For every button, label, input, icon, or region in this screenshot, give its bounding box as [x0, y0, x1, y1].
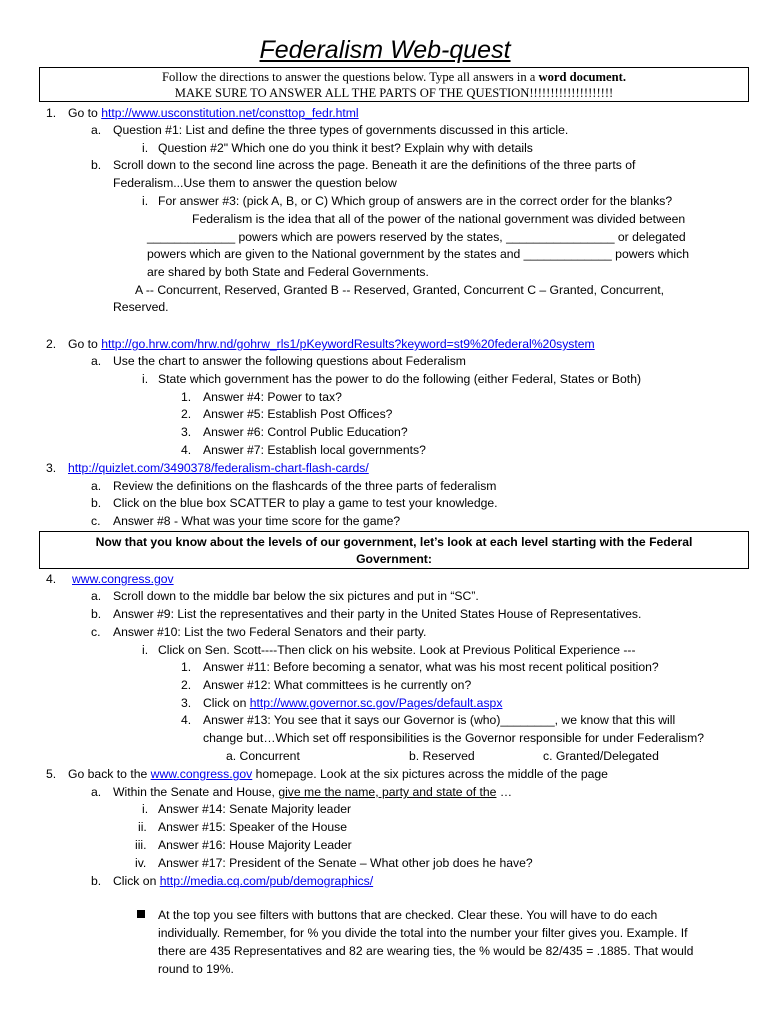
answer-option: a. Concurrent — [226, 749, 300, 763]
list-item: Click on the blue box SCATTER to play a game to test your knowledge. — [113, 496, 498, 510]
item-marker: i. — [142, 802, 149, 816]
list-item: Click on http://media.cq.com/pub/demographics/ — [113, 874, 374, 888]
list-item: change but…Which set off responsibilities is the Governor responsible for under Federalism? — [203, 731, 705, 745]
list-item: Go back to the www.congress.gov homepage. Look at the six pictures across the middle of the page — [68, 767, 608, 781]
item-marker: b. — [91, 496, 102, 510]
demographics-link[interactable]: http://media.cq.com/pub/demographics/ — [159, 874, 374, 888]
item-marker: 2. — [181, 678, 192, 692]
congress-link[interactable]: www.congress.gov — [150, 767, 253, 781]
item-number: 4. — [46, 572, 57, 586]
bullet-text: round to 19%. — [158, 962, 234, 976]
item-marker: i. — [142, 643, 149, 657]
list-item: Answer #9: List the representatives and their party in the United States House of Representatives. — [113, 607, 642, 621]
list-item: Answer #11: Before becoming a senator, what was his most recent political position? — [203, 660, 659, 674]
list-item: Within the Senate and House, give me the name, party and state of the … — [113, 785, 513, 799]
list-item: Go to http://www.usconstitution.net/consttop_fedr.html — [68, 106, 359, 120]
item-marker: iv. — [135, 856, 147, 870]
item-marker: iii. — [135, 838, 147, 852]
item-number: 5. — [46, 767, 57, 781]
item-marker: c. — [91, 625, 101, 639]
instructions-line: Follow the directions to answer the questions below. Type all answers in a — [162, 70, 539, 84]
item-number: 2. — [46, 337, 57, 351]
paragraph-line: _____________ powers which are powers reserved by the states, ________________ or delegated — [147, 230, 686, 244]
instructions-box — [39, 67, 749, 102]
list-item: Click on http://www.governor.sc.gov/Pages/default.aspx — [203, 696, 503, 710]
instructions-bold: word document. — [538, 70, 626, 84]
list-item: Question #2" Which one do you think it best? Explain why with details — [158, 141, 533, 155]
instructions-warning: MAKE SURE TO ANSWER ALL THE PARTS OF THE QUESTION!!!!!!!!!!!!!!!!!!!! — [174, 86, 614, 100]
list-item: Answer #10: List the two Federal Senators and their party. — [113, 625, 427, 639]
list-item: State which government has the power to do the following (either Federal, States or Both) — [158, 372, 642, 386]
congress-link[interactable]: www.congress.gov — [72, 572, 174, 586]
answer-option: b. Reserved — [409, 749, 475, 763]
governor-link[interactable]: http://www.governor.sc.gov/Pages/default.aspx — [249, 696, 503, 710]
transition-box — [39, 531, 749, 569]
transition-line: Now that you know about the levels of our government, let’s look at each level starting with the Federal — [95, 535, 693, 549]
list-item: Answer #12: What committees is he currently on? — [203, 678, 472, 692]
item-marker: 3. — [181, 696, 192, 710]
list-item: Review the definitions on the flashcards of the three parts of federalism — [113, 479, 497, 493]
answer-options: Reserved. — [113, 300, 169, 314]
paragraph-line: are shared by both State and Federal Governments. — [147, 265, 429, 279]
list-item: Answer #6: Control Public Education? — [203, 425, 408, 439]
item-marker: a. — [91, 589, 102, 603]
item-marker: i. — [142, 372, 149, 386]
list-item: Answer #8 - What was your time score for the game? — [113, 514, 401, 528]
item-marker: 4. — [181, 713, 192, 727]
item-number: 1. — [46, 106, 57, 120]
item-marker: 3. — [181, 425, 192, 439]
list-item: Use the chart to answer the following questions about Federalism — [113, 354, 466, 368]
list-item: Answer #13: You see that it says our Governor is (who)________, we know that this will — [203, 713, 676, 727]
list-item: Answer #4: Power to tax? — [203, 390, 342, 404]
item-marker: 2. — [181, 407, 192, 421]
answer-options: A -- Concurrent, Reserved, Granted B -- Reserved, Granted, Concurrent C – Granted, Concurrent, — [135, 283, 665, 297]
item-marker: a. — [91, 123, 102, 137]
answer-option: c. Granted/Delegated — [543, 749, 659, 763]
item-marker: b. — [91, 874, 102, 888]
list-item — [68, 460, 369, 477]
item-marker: 4. — [181, 443, 192, 457]
list-item: Go to http://go.hrw.com/hrw.nd/gohrw_rls1/pKeywordResults?keyword=st9%20federal%20system — [68, 337, 595, 351]
bullet-text: individually. Remember, for % you divide the total into the number your filter gives you. Example. If — [158, 926, 688, 940]
quizlet-link[interactable]: http://quizlet.com/3490378/federalism-chart-flash-cards/ — [68, 461, 369, 475]
item-marker: ii. — [138, 820, 147, 834]
list-item: Answer #15: Speaker of the House — [158, 820, 348, 834]
list-item: Question #1: List and define the three types of governments discussed in this article. — [113, 123, 569, 137]
list-item: Scroll down to the middle bar below the six pictures and put in “SC”. — [113, 589, 479, 603]
hrw-link[interactable]: http://go.hrw.com/hrw.nd/gohrw_rls1/pKeywordResults?keyword=st9%20federal%20system — [101, 337, 595, 351]
constitution-link[interactable]: http://www.usconstitution.net/consttop_fedr.html — [101, 106, 359, 120]
item-marker: c. — [91, 514, 101, 528]
item-marker: a. — [91, 354, 102, 368]
list-item: Answer #7: Establish local governments? — [203, 443, 426, 457]
list-item: Answer #16: House Majority Leader — [158, 838, 352, 852]
list-item: Answer #17: President of the Senate – What other job does he have? — [158, 856, 533, 870]
list-item: Answer #5: Establish Post Offices? — [203, 407, 393, 421]
item-marker: 1. — [181, 390, 192, 404]
list-item — [72, 571, 174, 588]
transition-line: Government: — [356, 552, 432, 566]
list-item: Click on Sen. Scott----Then click on his website. Look at Previous Political Experience --- — [158, 643, 636, 657]
item-marker: a. — [91, 785, 102, 799]
item-marker: i. — [142, 141, 149, 155]
item-marker: i. — [142, 194, 149, 208]
item-number: 3. — [46, 461, 57, 475]
list-item: Scroll down to the second line across the page. Beneath it are the definitions of the three parts of — [113, 158, 636, 172]
item-marker: 1. — [181, 660, 192, 674]
paragraph-line: Federalism is the idea that all of the power of the national government was divided between — [192, 212, 686, 226]
list-item: For answer #3: (pick A, B, or C) Which group of answers are in the correct order for the blanks? — [158, 194, 673, 208]
item-marker: a. — [91, 479, 102, 493]
item-marker: b. — [91, 607, 102, 621]
list-item: Federalism...Use them to answer the question below — [113, 176, 397, 190]
paragraph-line: powers which are given to the National government by the states and _____________ powers which — [147, 247, 690, 261]
list-item: Answer #14: Senate Majority leader — [158, 802, 352, 816]
page-title: Federalism Web-quest — [259, 36, 511, 64]
item-marker: b. — [91, 158, 102, 172]
bullet-text: At the top you see filters with buttons that are checked. Clear these. You will have to do each — [158, 908, 658, 922]
bullet-text: there are 435 Representatives and 82 are wearing ties, the % would be 82/435 = .1885. That would — [158, 944, 694, 958]
bullet-icon — [137, 910, 145, 918]
